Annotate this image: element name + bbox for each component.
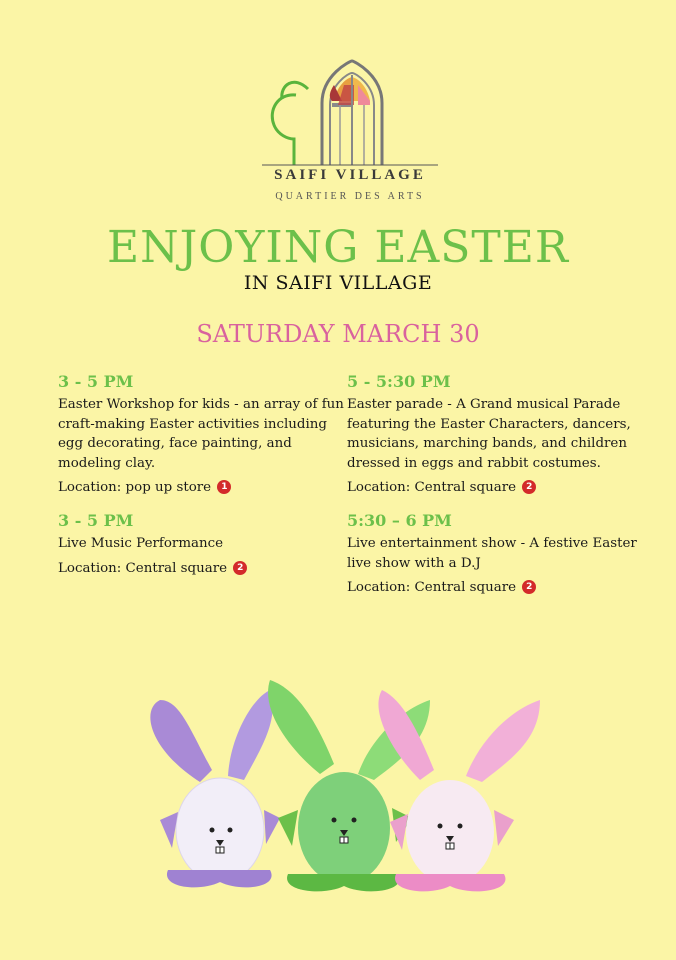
schedule-right-column — [347, 372, 647, 611]
schedule-left-column — [58, 372, 348, 592]
event-location — [58, 480, 348, 495]
egg-bunnies-image — [120, 670, 560, 910]
green-bunny-icon — [268, 680, 430, 891]
arch-tree-icon — [258, 55, 442, 167]
page-subtitle: IN SAIFI VILLAGE — [243, 272, 433, 294]
location-marker-badge: 2 — [522, 480, 536, 494]
event-time: 5 - 5:30 PM — [347, 372, 451, 391]
event-location-text: Location: Central square — [347, 580, 517, 595]
page-title: ENJOYING EASTER — [106, 222, 570, 273]
event-item — [347, 511, 647, 595]
event-time: 3 - 5 PM — [58, 372, 134, 391]
event-description: Live entertainment show - A festive Easter live show with a D.J — [347, 536, 637, 571]
purple-bunny-icon — [150, 690, 280, 887]
event-location-text: Location: Central square — [58, 560, 228, 576]
event-location — [347, 480, 647, 495]
brand-name: SAIFI VILLAGE — [274, 167, 426, 183]
event-time: 5:30 – 6 PM — [347, 511, 452, 530]
event-description: Easter Workshop for kids - an array of fun craft-making Easter activities including egg decorating, face painting, and modeling clay. — [58, 397, 344, 471]
event-location-text: Location: Central square — [347, 480, 517, 495]
saifi-village-logo — [258, 55, 442, 205]
brand-tagline: QUARTIER DES ARTS — [275, 191, 425, 202]
event-item — [347, 372, 647, 495]
event-location-text: Location: pop up store — [58, 480, 212, 495]
event-item — [58, 511, 348, 576]
pink-bunny-icon — [378, 690, 540, 891]
event-description: Easter parade - A Grand musical Parade featuring the Easter Characters, dancers, musicians, marching bands, and children dressed in eggs and rabbit costumes. — [347, 397, 631, 471]
event-time: 3 - 5 PM — [58, 511, 134, 530]
event-location — [347, 580, 647, 595]
location-marker-badge: 2 — [233, 561, 247, 575]
location-marker-badge: 1 — [217, 480, 231, 494]
event-item — [58, 372, 348, 495]
easter-bunnies-illustration — [120, 670, 560, 910]
event-date: SATURDAY MARCH 30 — [196, 320, 480, 348]
location-marker-badge: 2 — [522, 580, 536, 594]
event-description: Live Music Performance — [58, 536, 224, 551]
event-location — [58, 561, 348, 576]
